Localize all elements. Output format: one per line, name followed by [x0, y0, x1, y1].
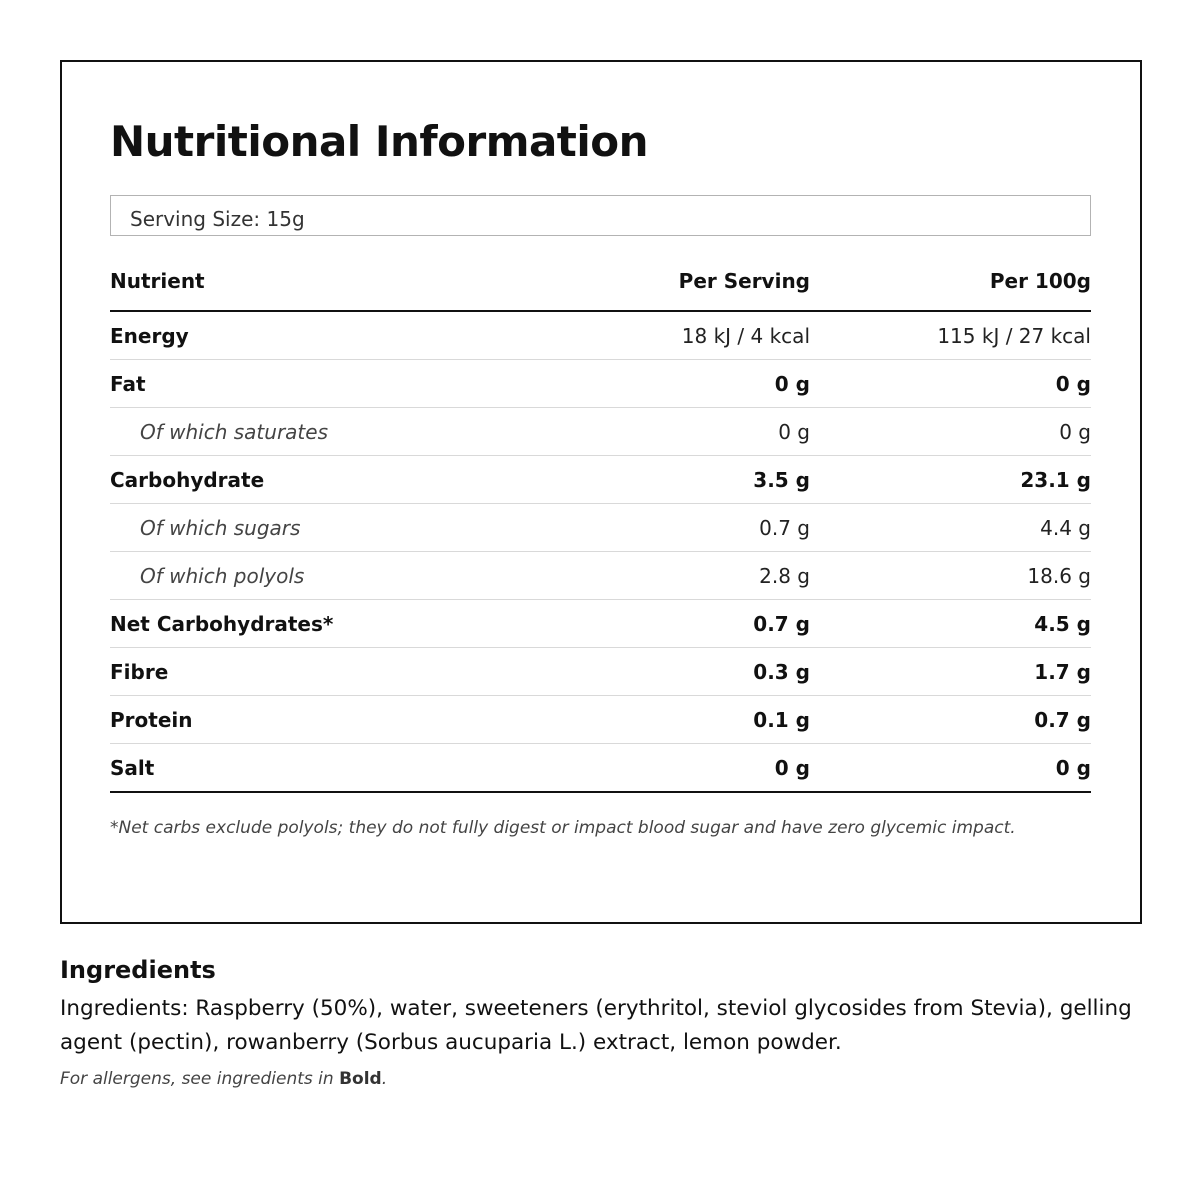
per-serving-value: 0 g — [530, 360, 810, 408]
nutrient-name: Of which sugars — [110, 504, 530, 552]
serving-size-box: Serving Size: 15g — [110, 195, 1091, 236]
table-row — [110, 456, 1091, 504]
per-serving-value: 0.1 g — [530, 696, 810, 744]
allergen-bold-word: Bold — [339, 1069, 382, 1089]
nutrition-panel — [60, 60, 1142, 924]
nutrient-name: Energy — [110, 311, 530, 360]
table-row — [110, 552, 1091, 600]
nutrient-name: Fat — [110, 360, 530, 408]
allergen-note — [60, 1066, 387, 1092]
nutrition-table — [110, 252, 1091, 793]
per-serving-value: 0.7 g — [530, 504, 810, 552]
per-100g-value: 23.1 g — [810, 456, 1091, 504]
net-carbs-footnote: *Net carbs exclude polyols; they do not fully digest or impact blood sugar and have zero glycemic impact. — [110, 818, 1016, 838]
table-row — [110, 311, 1091, 360]
column-header-per-serving: Per Serving — [530, 252, 810, 311]
nutrient-name: Carbohydrate — [110, 456, 530, 504]
per-serving-value: 0.3 g — [530, 648, 810, 696]
table-row — [110, 648, 1091, 696]
per-100g-value: 1.7 g — [810, 648, 1091, 696]
nutrient-name: Salt — [110, 744, 530, 793]
per-serving-value: 0 g — [530, 744, 810, 793]
per-serving-value: 3.5 g — [530, 456, 810, 504]
column-header-nutrient: Nutrient — [110, 252, 530, 311]
per-serving-value: 2.8 g — [530, 552, 810, 600]
nutrient-name: Of which polyols — [110, 552, 530, 600]
column-header-per-100g: Per 100g — [810, 252, 1091, 311]
per-100g-value: 0 g — [810, 360, 1091, 408]
per-100g-value: 4.5 g — [810, 600, 1091, 648]
per-100g-value: 115 kJ / 27 kcal — [810, 311, 1091, 360]
page-title: Nutritional Information — [110, 117, 649, 166]
nutrient-name: Of which saturates — [110, 408, 530, 456]
ingredients-heading: Ingredients — [60, 956, 216, 984]
per-100g-value: 0 g — [810, 744, 1091, 793]
per-serving-value: 18 kJ / 4 kcal — [530, 311, 810, 360]
table-header-row — [110, 252, 1091, 311]
table-row — [110, 408, 1091, 456]
ingredients-text: Ingredients: Raspberry (50%), water, sweeteners (erythritol, steviol glycosides from Stevia), gelling agent (pectin), rowanberry (Sorbus aucuparia L.) extract, lemon powder. — [60, 996, 1132, 1055]
per-100g-value: 4.4 g — [810, 504, 1091, 552]
allergen-note-text: For allergens, see ingredients in — [60, 1069, 334, 1089]
per-100g-value: 18.6 g — [810, 552, 1091, 600]
table-row — [110, 504, 1091, 552]
per-serving-value: 0 g — [530, 408, 810, 456]
nutrient-name: Net Carbohydrates* — [110, 600, 530, 648]
per-serving-value: 0.7 g — [530, 600, 810, 648]
allergen-note-end: . — [381, 1069, 388, 1089]
per-100g-value: 0 g — [810, 408, 1091, 456]
table-row — [110, 744, 1091, 793]
nutrient-name: Fibre — [110, 648, 530, 696]
table-row — [110, 696, 1091, 744]
table-row — [110, 600, 1091, 648]
table-row — [110, 360, 1091, 408]
nutrient-name: Protein — [110, 696, 530, 744]
per-100g-value: 0.7 g — [810, 696, 1091, 744]
